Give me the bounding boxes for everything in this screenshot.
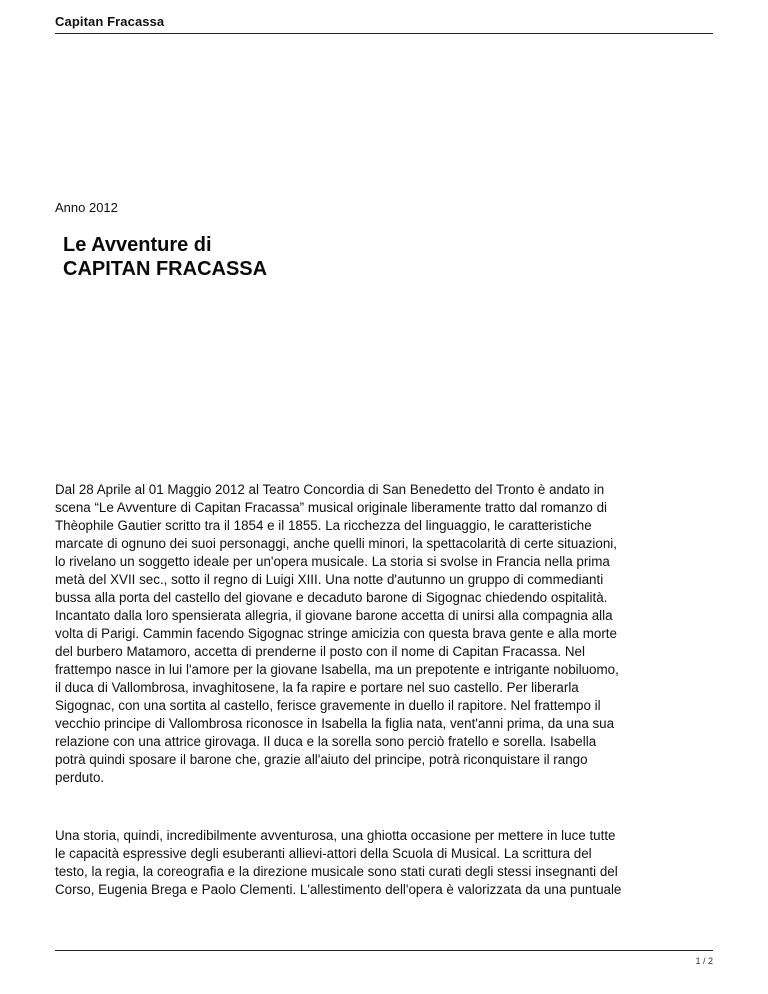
document-header-title: Capitan Fracassa (55, 14, 165, 29)
footer-divider (55, 950, 713, 951)
text-line: le capacità espressive degli esuberanti allievi-attori della Scuola di Musical. La scrittura del (55, 846, 592, 861)
text-line: Incantato dalla loro spensierata allegria, il giovane barone accetta di unirsi alla compagnia alla (55, 608, 613, 623)
text-line: Corso, Eugenia Brega e Paolo Clementi. L'allestimento dell'opera è valorizzata da una puntuale (55, 882, 622, 897)
text-line: testo, la regia, la coreografia e la direzione musicale sono stati curati degli stessi insegnanti del (55, 864, 618, 879)
header-divider (55, 33, 713, 34)
text-line: relazione con una attrice girovaga. Il duca e la sorella sono perciò fratello e sorella. Isabella (55, 734, 597, 749)
paragraph-1 (55, 481, 715, 787)
text-line: Sigognac, con una sortita al castello, ferisce gravemente in duello il rapitore. Nel frattempo il (55, 698, 601, 713)
title-line: Le Avventure di (63, 234, 212, 256)
text-line: Thèophile Gautier scritto tra il 1854 e il 1855. La ricchezza del linguaggio, le caratteristiche (55, 518, 592, 533)
text-line: frattempo nasce in lui l'amore per la giovane Isabella, ma un prepotente e intrigante nobiluomo, (55, 662, 619, 677)
title-line: CAPITAN FRACASSA (63, 258, 268, 280)
year-label: Anno 2012 (55, 200, 118, 215)
text-line: metà del XVII sec., sotto il regno di Luigi XIII. Una notte d'autunno un gruppo di commedianti (55, 572, 604, 587)
text-line: lo rivelano un soggetto ideale per un'opera musicale. La storia si svolse in Francia nella prima (55, 554, 610, 569)
text-line: bussa alla porta del castello del giovane e decaduto barone di Sigognac chiedendo ospitalità. (55, 590, 608, 605)
page-number: 1 / 2 (695, 956, 713, 966)
text-line: Dal 28 Aprile al 01 Maggio 2012 al Teatro Concordia di San Benedetto del Tronto è andato in (55, 482, 605, 497)
article-title (63, 233, 267, 281)
text-line: del burbero Matamoro, accetta di prenderne il posto con il nome di Capitan Fracassa. Nel (55, 644, 585, 659)
text-line: marcate di ognuno dei suoi personaggi, anche quelli minori, la spettacolarità di certe situazioni, (55, 536, 617, 551)
text-line: il duca di Vallombrosa, invaghitosene, la fa rapire e portare nel suo castello. Per liberarla (55, 680, 579, 695)
paragraph-2 (55, 827, 715, 899)
text-line: Una storia, quindi, incredibilmente avventurosa, una ghiotta occasione per mettere in luce tutte (55, 828, 616, 843)
text-line: scena “Le Avventure di Capitan Fracassa” musical originale liberamente tratto dal romanzo di (55, 500, 608, 515)
text-line: perduto. (55, 770, 105, 785)
text-line: volta di Parigi. Cammin facendo Sigognac stringe amicizia con questa brava gente e alla morte (55, 626, 617, 641)
text-line: potrà quindi sposare il barone che, grazie all'aiuto del principe, potrà riconquistare il rango (55, 752, 588, 767)
text-line: vecchio principe di Vallombrosa riconosce in Isabella la figlia nata, vent'anni prima, da una sua (55, 716, 615, 731)
